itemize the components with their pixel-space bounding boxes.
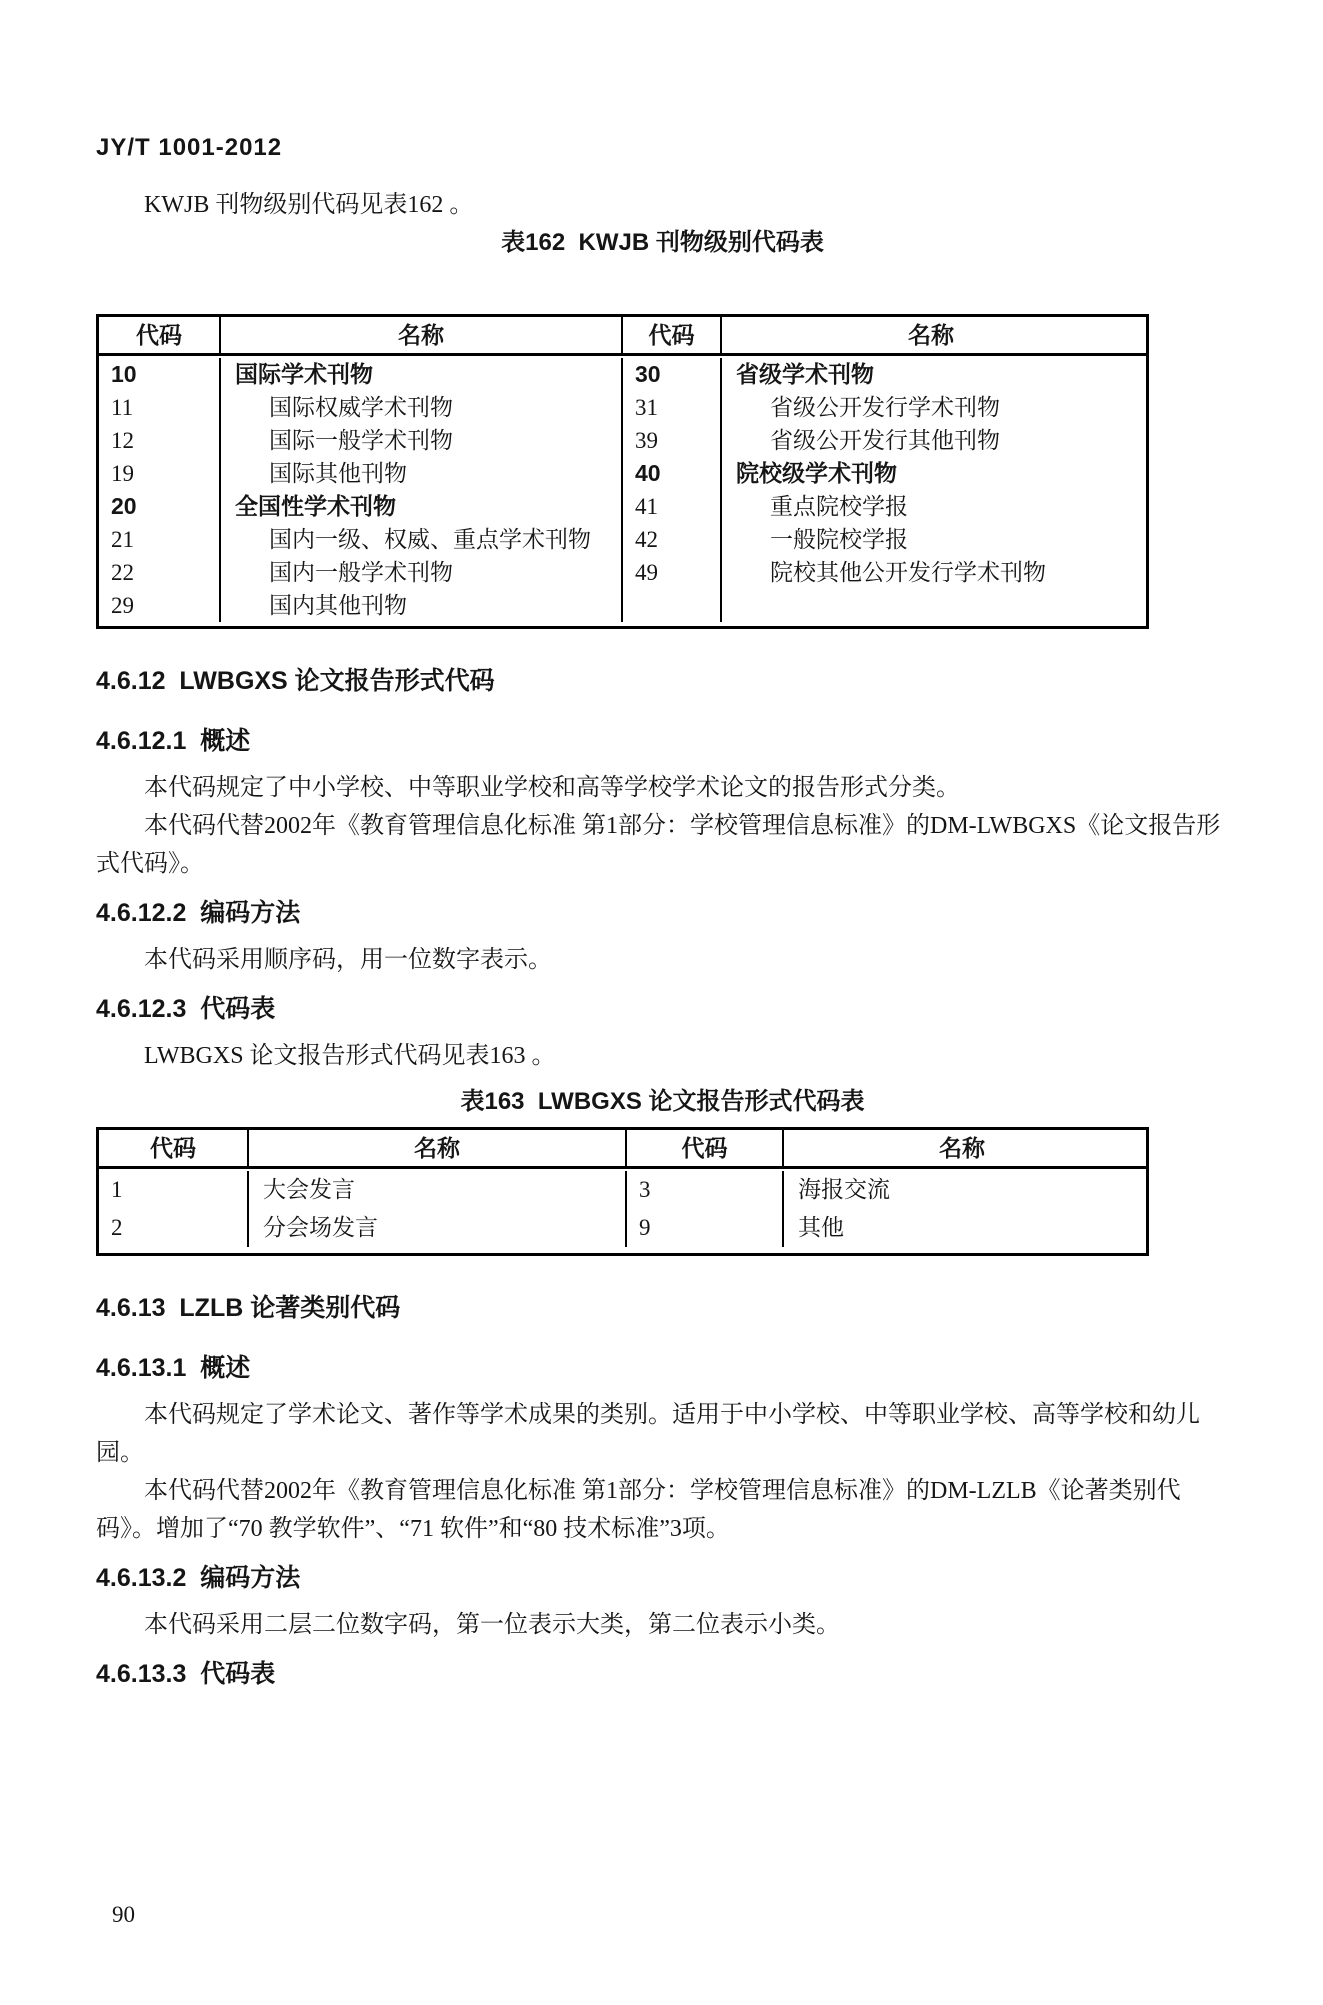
table-162-header-code-right: 代码	[623, 317, 722, 353]
table-cell-name: 省级公开发行学术刊物	[770, 395, 1000, 420]
table-163-header-name-right: 名称	[939, 1135, 985, 1161]
table-cell-code: 11	[99, 391, 221, 424]
table-cell-code: 12	[99, 424, 221, 457]
table-cell-name: 院校级学术刊物	[736, 460, 897, 486]
section-heading-4-6-12-2: 4.6.12.2 编码方法	[96, 899, 301, 927]
paragraph: 本代码规定了学术论文、著作等学术成果的类别。适用于中小学校、中等职业学校、高等学校和幼儿园。	[96, 1402, 1200, 1466]
table-cell-name: 国内一般学术刊物	[221, 556, 623, 589]
table-162	[96, 314, 1149, 629]
table-cell-name: 全国性学术刊物	[221, 490, 623, 523]
section-heading-4-6-13-2: 4.6.13.2 编码方法	[96, 1564, 301, 1592]
document-page	[0, 134, 1323, 2005]
table-cell-name: 重点院校学报	[770, 494, 908, 519]
table-cell-name: 国内其他刊物	[221, 589, 623, 622]
table-cell-code: 21	[99, 523, 221, 556]
table-cell-code: 42	[623, 523, 722, 556]
section-heading-4-6-12-1: 4.6.12.1 概述	[96, 727, 251, 755]
table-162-caption: 表162 KWJB 刊物级别代码表	[501, 229, 824, 256]
table-cell-code: 3	[627, 1171, 784, 1209]
table-cell-name: 一般院校学报	[770, 527, 908, 552]
table-cell-code: 41	[623, 490, 722, 523]
table-163-caption: 表163 LWBGXS 论文报告形式代码表	[460, 1088, 865, 1115]
paragraph: LWBGXS 论文报告形式代码见表163 。	[144, 1043, 556, 1069]
table-163-body	[99, 1169, 1146, 1253]
table-162-header-code-left: 代码	[99, 317, 221, 353]
paragraph: 本代码规定了中小学校、中等职业学校和高等学校学术论文的报告形式分类。	[144, 775, 960, 801]
table-cell-code: 22	[99, 556, 221, 589]
table-cell-code: 2	[99, 1209, 249, 1247]
paragraph: 本代码代替2002年《教育管理信息化标准 第1部分：学校管理信息标准》的DM-LZLB《论著类别代码》。增加了“70 教学软件”、“71 软件”和“80 技术标准”3项。	[96, 1478, 1181, 1542]
section-heading-4-6-13-1: 4.6.13.1 概述	[96, 1354, 251, 1382]
table-cell-name: 国际学术刊物	[221, 358, 623, 391]
table-cell-code: 9	[627, 1209, 784, 1247]
table-cell-name: 海报交流	[798, 1177, 890, 1202]
table-cell-name: 国内一级、权威、重点学术刊物	[221, 523, 623, 556]
table-cell-code: 30	[623, 358, 722, 391]
section-heading-4-6-13-3: 4.6.13.3 代码表	[96, 1660, 276, 1688]
section-heading-4-6-13: 4.6.13 LZLB 论著类别代码	[96, 1294, 401, 1322]
table-cell-code: 40	[623, 457, 722, 490]
table-162-header-name-left: 名称	[221, 317, 623, 353]
table-cell-name: 省级公开发行其他刊物	[770, 428, 1000, 453]
table-163-header-code-left: 代码	[99, 1130, 249, 1166]
paragraph: 本代码代替2002年《教育管理信息化标准 第1部分：学校管理信息标准》的DM-LWBGXS《论文报告形式代码》。	[96, 813, 1221, 877]
table-163-header-name-left: 名称	[249, 1130, 627, 1166]
table-cell-code: 20	[99, 490, 221, 523]
table-cell-name: 其他	[798, 1215, 844, 1240]
table-cell-name: 国际其他刊物	[221, 457, 623, 490]
table-162-header-row	[99, 317, 1146, 356]
table-163-header-code-right: 代码	[627, 1130, 784, 1166]
table-cell-code: 10	[99, 358, 221, 391]
table-cell-name-empty	[722, 589, 1140, 622]
paragraph: 本代码采用二层二位数字码，第一位表示大类，第二位表示小类。	[144, 1612, 840, 1638]
table-cell-code: 29	[99, 589, 221, 622]
table-163	[96, 1127, 1149, 1256]
standard-number: JY/T 1001-2012	[96, 134, 283, 161]
table-163-header-row	[99, 1130, 1146, 1169]
table-162-header-name-right: 名称	[908, 322, 954, 348]
table-cell-code: 39	[623, 424, 722, 457]
table-cell-code-empty	[623, 589, 722, 622]
table-cell-name: 院校其他公开发行学术刊物	[770, 560, 1046, 585]
table-cell-name: 国际权威学术刊物	[221, 391, 623, 424]
table-cell-name: 分会场发言	[249, 1209, 627, 1247]
page-content	[0, 134, 1323, 1690]
table-cell-code: 19	[99, 457, 221, 490]
table-cell-name: 国际一般学术刊物	[221, 424, 623, 457]
section-heading-4-6-12: 4.6.12 LWBGXS 论文报告形式代码	[96, 667, 495, 695]
table-cell-code: 31	[623, 391, 722, 424]
table-cell-name: 省级学术刊物	[736, 361, 874, 387]
table-cell-code: 49	[623, 556, 722, 589]
intro-paragraph: KWJB 刊物级别代码见表162 。	[144, 192, 474, 218]
section-heading-4-6-12-3: 4.6.12.3 代码表	[96, 995, 276, 1023]
table-cell-code: 1	[99, 1171, 249, 1209]
page-number: 90	[112, 1902, 135, 1927]
table-162-body	[99, 356, 1146, 626]
paragraph: 本代码采用顺序码，用一位数字表示。	[144, 947, 552, 973]
table-cell-name: 大会发言	[249, 1171, 627, 1209]
